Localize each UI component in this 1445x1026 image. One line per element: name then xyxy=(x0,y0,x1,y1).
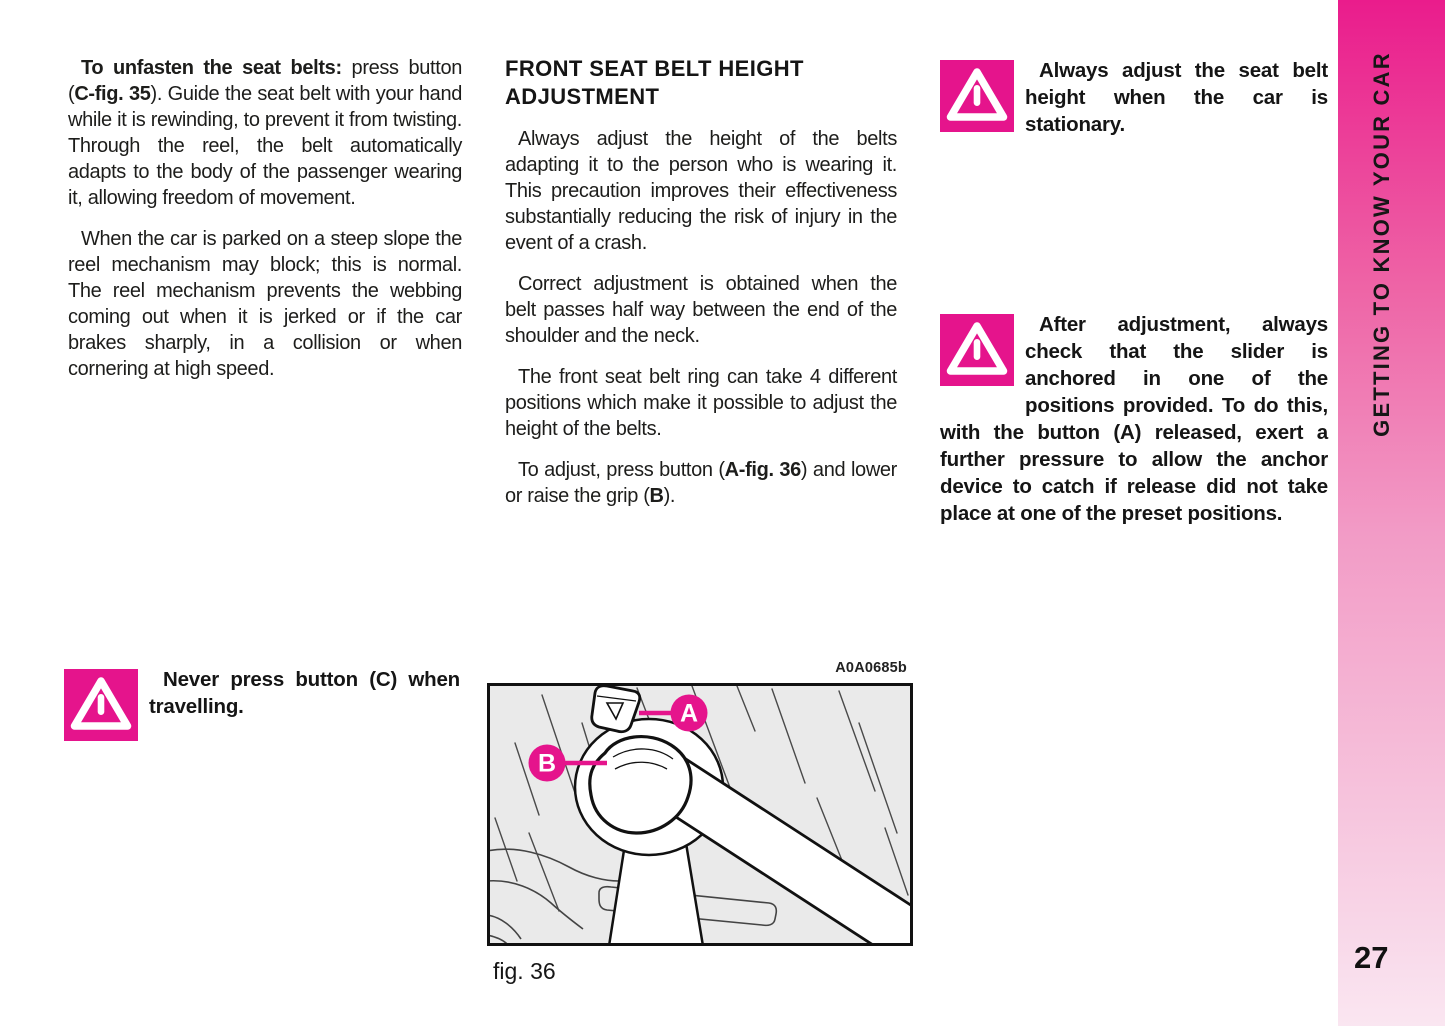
warning-box-stationary xyxy=(940,57,1328,145)
figure-36 xyxy=(487,660,913,985)
warning-triangle-icon xyxy=(940,60,1014,132)
figure-ref-bold: A-fig. 36 xyxy=(724,459,801,481)
chapter-title: GETTING TO KNOW YOUR CAR xyxy=(1369,51,1394,437)
ref-bold: B xyxy=(649,485,664,507)
warning-text: Never press button (C) when travelling. xyxy=(149,668,460,718)
paragraph-adjust-height: Always adjust the height of the belts adapting it to the person who is wearing it. This precaution improves their effectiveness substantially reducing the risk of injury in the event of a crash. xyxy=(505,128,897,254)
text-run: ). Guide the seat belt with your hand while it is rewinding, to prevent it from twisting. Through the reel, the belt automatically adapts to the body of the passenger wearing it, allowing freedom of movement. xyxy=(68,83,462,209)
seat-belt-adjuster-drawing xyxy=(487,683,913,946)
warning-box-slider-anchor xyxy=(940,311,1328,527)
paragraph-correct-adjustment: Correct adjustment is obtained when the belt passes half way between the end of the shoulder and the neck. xyxy=(505,273,897,347)
text-run: ). xyxy=(663,485,676,507)
middle-column xyxy=(505,55,897,524)
chapter-sidebar xyxy=(1338,0,1445,1026)
paragraph-to-adjust xyxy=(505,457,897,509)
page-number: 27 xyxy=(1354,940,1389,975)
figure-ref-bold: C-fig. 35 xyxy=(74,83,151,105)
label-b: B xyxy=(537,749,557,778)
figure-code: A0A0685b xyxy=(835,660,907,676)
label-a: A xyxy=(679,699,699,728)
paragraph-unfasten-belts xyxy=(68,55,462,211)
section-heading: FRONT SEAT BELT HEIGHT ADJUSTMENT xyxy=(505,56,804,109)
figure-illustration xyxy=(487,683,913,951)
text-run: ) and lower or raise the grip ( xyxy=(505,459,897,507)
text-run: To adjust, press button ( xyxy=(518,459,725,481)
warning-triangle-icon xyxy=(940,314,1014,386)
figure-caption: fig. 36 xyxy=(493,958,556,984)
text-run: press button ( xyxy=(68,57,463,105)
lead-bold: To unfasten the seat belts: xyxy=(81,57,342,79)
warning-box-never-press xyxy=(64,666,460,754)
paragraph-four-positions: The front seat belt ring can take 4 different positions which make it possible to adjust the height of the belts. xyxy=(505,366,897,440)
warning-text: Always adjust the seat belt height when the car is stationary. xyxy=(1025,59,1328,136)
warning-triangle-icon xyxy=(64,669,138,741)
paragraph-reel-mechanism: When the car is parked on a steep slope the reel mechanism may block; this is normal. The reel mechanism prevents the webbing coming out when it is jerked or if the car brakes sharply, in a collision or when cornering at high speed. xyxy=(68,228,462,380)
warning-triangle-icon xyxy=(940,60,1014,132)
left-column xyxy=(68,55,462,397)
warning-text: After adjustment, always check that the slider is anchored in one of the positions provided. To do this, with the button (A) released, exert a further pressure to allow the anchor device to catch if release did not take place at one of the preset positions. xyxy=(940,313,1328,525)
warning-triangle-icon xyxy=(64,669,138,741)
warning-triangle-icon xyxy=(940,314,1014,386)
